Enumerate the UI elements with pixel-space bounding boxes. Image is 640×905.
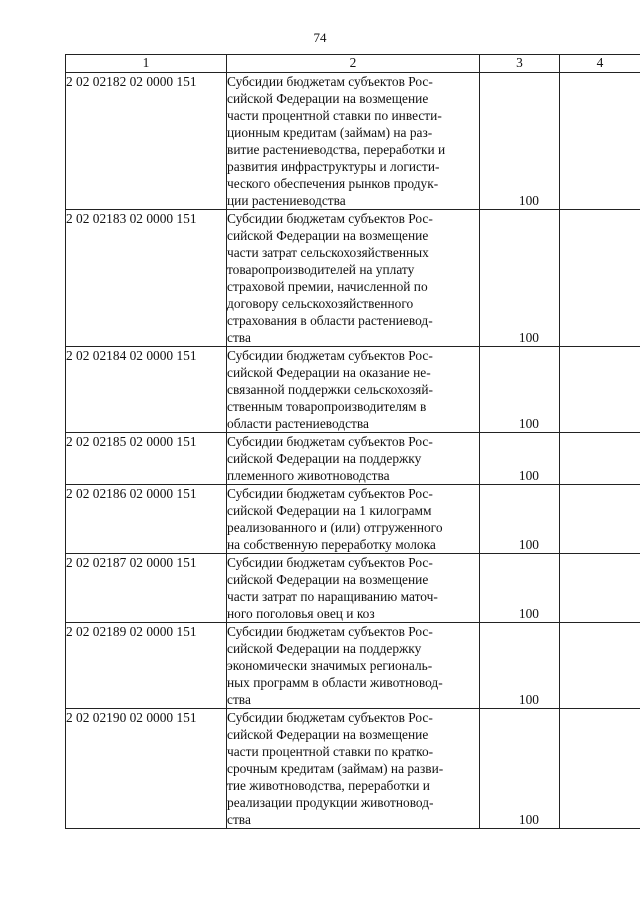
description-line: ства [227, 812, 251, 827]
table-row [66, 554, 640, 623]
amount-cell [480, 554, 560, 623]
amount-value: 100 [518, 537, 539, 552]
description-line: страхования в области растениевод- [227, 313, 433, 328]
table-row [66, 623, 640, 709]
budget-code: 2 02 02185 02 0000 151 [66, 433, 227, 485]
column-4-cell [560, 347, 640, 433]
description-line: области растениеводства [227, 416, 370, 431]
description-line: части затрат сельскохозяйственных [227, 245, 429, 260]
amount-cell [480, 485, 560, 554]
amount-value: 100 [518, 468, 539, 483]
budget-code: 2 02 02183 02 0000 151 [66, 210, 227, 347]
budget-code: 2 02 02184 02 0000 151 [66, 347, 227, 433]
table-row [66, 709, 640, 829]
column-4-cell [560, 485, 640, 554]
amount-value: 100 [518, 606, 539, 621]
column-4-cell [560, 554, 640, 623]
description-line: Субсидии бюджетам субъектов Рос- [227, 624, 433, 639]
description-line: ного поголовья овец и коз [227, 606, 375, 621]
description-line: ства [227, 692, 251, 707]
row-description [227, 623, 480, 709]
table-row [66, 73, 640, 210]
table-row [66, 433, 640, 485]
amount-cell [480, 73, 560, 210]
row-description [227, 73, 480, 210]
description-line: племенного животноводства [227, 468, 390, 483]
page-number: 74 [313, 30, 327, 45]
description-line: тие животноводства, переработки и [227, 778, 430, 793]
description-line: витие растениеводства, переработки и [227, 142, 446, 157]
budget-code: 2 02 02190 02 0000 151 [66, 709, 227, 829]
budget-code: 2 02 02189 02 0000 151 [66, 623, 227, 709]
row-description [227, 347, 480, 433]
description-line: сийской Федерации на поддержку [227, 451, 422, 466]
column-header-4: 4 [560, 55, 640, 73]
row-description [227, 485, 480, 554]
budget-code: 2 02 02187 02 0000 151 [66, 554, 227, 623]
description-line: Субсидии бюджетам субъектов Рос- [227, 434, 433, 449]
description-line: ных программ в области животновод- [227, 675, 443, 690]
description-line: реализованного и (или) отгруженного [227, 520, 443, 535]
description-line: части затрат по наращиванию маточ- [227, 589, 438, 604]
description-line: Субсидии бюджетам субъектов Рос- [227, 710, 433, 725]
description-line: реализации продукции животновод- [227, 795, 434, 810]
budget-code: 2 02 02186 02 0000 151 [66, 485, 227, 554]
description-line: связанной поддержки сельскохозяй- [227, 382, 433, 397]
description-line: на собственную переработку молока [227, 537, 436, 552]
description-line: срочным кредитам (займам) на разви- [227, 761, 444, 776]
description-line: сийской Федерации на 1 килограмм [227, 503, 432, 518]
description-line: сийской Федерации на возмещение [227, 228, 429, 243]
description-line: сийской Федерации на возмещение [227, 91, 429, 106]
description-line: Субсидии бюджетам субъектов Рос- [227, 74, 433, 89]
row-description [227, 709, 480, 829]
amount-value: 100 [518, 812, 539, 827]
description-line: части процентной ставки по инвести- [227, 108, 442, 123]
column-4-cell [560, 709, 640, 829]
description-line: ства [227, 330, 251, 345]
row-description [227, 433, 480, 485]
description-line: ственным товаропроизводителям в [227, 399, 427, 414]
amount-cell [480, 347, 560, 433]
description-line: товаропроизводителей на уплату [227, 262, 415, 277]
description-line: части процентной ставки по кратко- [227, 744, 434, 759]
description-line: ции растениеводства [227, 193, 346, 208]
description-line: ческого обеспечения рынков продук- [227, 176, 439, 191]
row-description [227, 554, 480, 623]
table-row [66, 347, 640, 433]
amount-value: 100 [518, 416, 539, 431]
amount-cell [480, 709, 560, 829]
description-line: развития инфраструктуры и логисти- [227, 159, 440, 174]
amount-cell [480, 623, 560, 709]
amount-value: 100 [518, 330, 539, 345]
column-4-cell [560, 210, 640, 347]
amount-cell [480, 433, 560, 485]
header-row [66, 55, 640, 73]
row-description [227, 210, 480, 347]
budget-code: 2 02 02182 02 0000 151 [66, 73, 227, 210]
amount-cell [480, 210, 560, 347]
budget-table [65, 54, 640, 829]
description-line: сийской Федерации на возмещение [227, 572, 429, 587]
column-header-2: 2 [227, 55, 480, 73]
description-line: страховой премии, начисленной по [227, 279, 428, 294]
description-line: сийской Федерации на поддержку [227, 641, 422, 656]
table-row [66, 210, 640, 347]
column-4-cell [560, 623, 640, 709]
column-header-1: 1 [66, 55, 227, 73]
amount-value: 100 [518, 193, 539, 208]
description-line: Субсидии бюджетам субъектов Рос- [227, 555, 433, 570]
description-line: сийской Федерации на возмещение [227, 727, 429, 742]
description-line: сийской Федерации на оказание не- [227, 365, 431, 380]
description-line: договору сельскохозяйственного [227, 296, 414, 311]
description-line: Субсидии бюджетам субъектов Рос- [227, 348, 433, 363]
column-header-3: 3 [480, 55, 560, 73]
description-line: экономически значимых региональ- [227, 658, 433, 673]
description-line: Субсидии бюджетам субъектов Рос- [227, 211, 433, 226]
description-line: Субсидии бюджетам субъектов Рос- [227, 486, 433, 501]
column-4-cell [560, 73, 640, 210]
description-line: ционным кредитам (займам) на раз- [227, 125, 433, 140]
column-4-cell [560, 433, 640, 485]
table-row [66, 485, 640, 554]
amount-value: 100 [518, 692, 539, 707]
